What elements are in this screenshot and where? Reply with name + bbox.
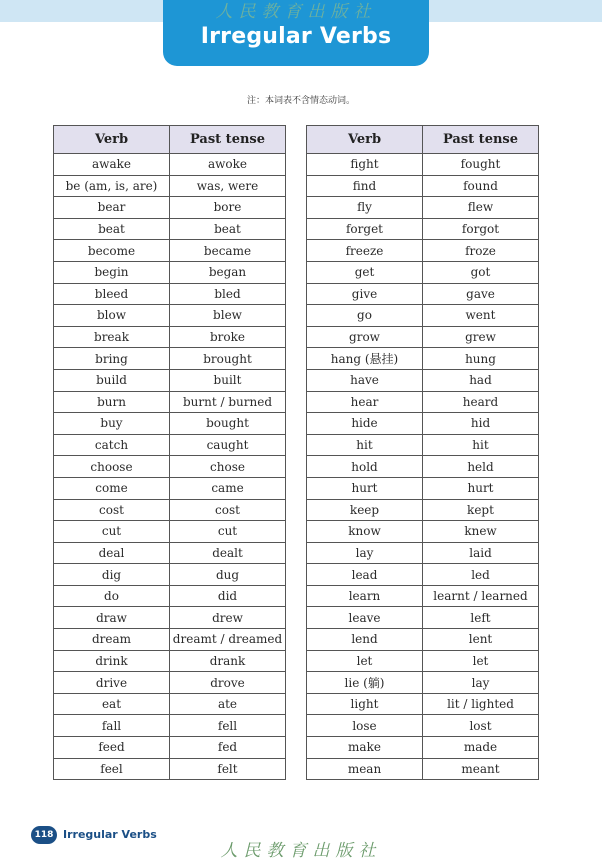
verbs-table-left-body — [54, 154, 286, 780]
past-tense-cell: cut — [170, 521, 286, 543]
past-tense-cell: learnt / learned — [423, 585, 539, 607]
past-tense-cell: lit / lighted — [423, 693, 539, 715]
verb-cell: lend — [307, 629, 423, 651]
verbs-table-left — [53, 125, 286, 780]
verb-cell: bear — [54, 197, 170, 219]
table-row — [54, 607, 286, 629]
past-tense-cell: drew — [170, 607, 286, 629]
verb-cell: lie (躺) — [307, 672, 423, 694]
verb-cell: hurt — [307, 477, 423, 499]
table-row — [307, 261, 539, 283]
verb-cell: become — [54, 240, 170, 262]
past-tense-cell: had — [423, 369, 539, 391]
table-row — [307, 629, 539, 651]
verb-cell: lose — [307, 715, 423, 737]
verb-cell: bleed — [54, 283, 170, 305]
past-tense-cell: fell — [170, 715, 286, 737]
table-row — [54, 521, 286, 543]
table-row — [307, 499, 539, 521]
past-tense-cell: found — [423, 175, 539, 197]
verb-cell: feel — [54, 758, 170, 780]
table-row — [54, 434, 286, 456]
past-tense-cell: drove — [170, 672, 286, 694]
verb-cell: fall — [54, 715, 170, 737]
table-row — [307, 326, 539, 348]
past-tense-cell: dug — [170, 564, 286, 586]
table-row — [307, 758, 539, 780]
table-row — [307, 542, 539, 564]
verb-cell: learn — [307, 585, 423, 607]
verb-cell: come — [54, 477, 170, 499]
verb-cell: fly — [307, 197, 423, 219]
table-row — [54, 672, 286, 694]
past-tense-cell: lay — [423, 672, 539, 694]
table-row — [307, 585, 539, 607]
past-tense-cell: lent — [423, 629, 539, 651]
table-row — [54, 650, 286, 672]
past-tense-cell: lost — [423, 715, 539, 737]
past-tense-cell: kept — [423, 499, 539, 521]
table-row — [54, 348, 286, 370]
table-row — [54, 283, 286, 305]
table-row — [307, 369, 539, 391]
verb-cell: have — [307, 369, 423, 391]
table-row — [307, 240, 539, 262]
table-row — [307, 175, 539, 197]
table-row — [307, 391, 539, 413]
table-row — [307, 218, 539, 240]
table-row — [307, 154, 539, 176]
page-number-badge: 118 — [31, 826, 57, 844]
verb-cell: dig — [54, 564, 170, 586]
table-row — [54, 564, 286, 586]
past-tense-cell: burnt / burned — [170, 391, 286, 413]
past-tense-cell: made — [423, 737, 539, 759]
past-tense-cell: laid — [423, 542, 539, 564]
past-tense-cell: hit — [423, 434, 539, 456]
table-row — [54, 629, 286, 651]
verb-cell: know — [307, 521, 423, 543]
table-row — [307, 521, 539, 543]
verb-cell: do — [54, 585, 170, 607]
table-row — [54, 218, 286, 240]
table-row — [307, 434, 539, 456]
table-row — [307, 456, 539, 478]
column-header-past-tense: Past tense — [423, 126, 539, 154]
publisher-watermark-top: 人民教育出版社 — [215, 2, 377, 22]
verb-cell: mean — [307, 758, 423, 780]
past-tense-cell: held — [423, 456, 539, 478]
verb-cell: buy — [54, 413, 170, 435]
verb-cell: cut — [54, 521, 170, 543]
past-tense-cell: heard — [423, 391, 539, 413]
table-row — [54, 305, 286, 327]
past-tense-cell: began — [170, 261, 286, 283]
verbs-table-right-body — [307, 154, 539, 780]
past-tense-cell: froze — [423, 240, 539, 262]
verb-cell: lay — [307, 542, 423, 564]
past-tense-cell: dealt — [170, 542, 286, 564]
verb-cell: begin — [54, 261, 170, 283]
title-tab — [163, 0, 429, 66]
past-tense-cell: hung — [423, 348, 539, 370]
verb-cell: forget — [307, 218, 423, 240]
verb-cell: hang (悬挂) — [307, 348, 423, 370]
past-tense-cell: knew — [423, 521, 539, 543]
past-tense-cell: flew — [423, 197, 539, 219]
verb-cell: make — [307, 737, 423, 759]
table-row — [307, 413, 539, 435]
past-tense-cell: hid — [423, 413, 539, 435]
table-row — [307, 715, 539, 737]
past-tense-cell: beat — [170, 218, 286, 240]
past-tense-cell: gave — [423, 283, 539, 305]
verb-cell: find — [307, 175, 423, 197]
verb-cell: deal — [54, 542, 170, 564]
verb-cell: leave — [307, 607, 423, 629]
verb-cell: drink — [54, 650, 170, 672]
verb-cell: drive — [54, 672, 170, 694]
past-tense-cell: was, were — [170, 175, 286, 197]
table-row — [307, 564, 539, 586]
verb-cell: feed — [54, 737, 170, 759]
past-tense-cell: cost — [170, 499, 286, 521]
past-tense-cell: bore — [170, 197, 286, 219]
verb-cell: dream — [54, 629, 170, 651]
verb-cell: hold — [307, 456, 423, 478]
table-header-row — [54, 126, 286, 154]
past-tense-cell: fed — [170, 737, 286, 759]
table-row — [307, 737, 539, 759]
table-row — [307, 607, 539, 629]
table-row — [54, 326, 286, 348]
past-tense-cell: built — [170, 369, 286, 391]
past-tense-cell: caught — [170, 434, 286, 456]
table-row — [54, 715, 286, 737]
verb-cell: awake — [54, 154, 170, 176]
table-row — [54, 585, 286, 607]
table-row — [54, 737, 286, 759]
table-row — [54, 693, 286, 715]
table-row — [54, 197, 286, 219]
past-tense-cell: blew — [170, 305, 286, 327]
past-tense-cell: bled — [170, 283, 286, 305]
table-row — [54, 369, 286, 391]
note-text: 注：本词表不含情态动词。 — [246, 96, 355, 106]
table-row — [307, 348, 539, 370]
verb-cell: draw — [54, 607, 170, 629]
verb-cell: get — [307, 261, 423, 283]
table-row — [54, 261, 286, 283]
verb-cell: fight — [307, 154, 423, 176]
table-row — [54, 175, 286, 197]
table-row — [54, 456, 286, 478]
verb-cell: blow — [54, 305, 170, 327]
past-tense-cell: felt — [170, 758, 286, 780]
past-tense-cell: went — [423, 305, 539, 327]
verbs-table-right — [306, 125, 539, 780]
verb-cell: be (am, is, are) — [54, 175, 170, 197]
table-row — [307, 305, 539, 327]
verb-cell: freeze — [307, 240, 423, 262]
table-row — [54, 154, 286, 176]
table-row — [54, 477, 286, 499]
verb-cell: beat — [54, 218, 170, 240]
past-tense-cell: came — [170, 477, 286, 499]
verb-cell: eat — [54, 693, 170, 715]
verb-cell: catch — [54, 434, 170, 456]
table-row — [54, 413, 286, 435]
verb-cell: give — [307, 283, 423, 305]
verb-cell: burn — [54, 391, 170, 413]
column-header-verb: Verb — [307, 126, 423, 154]
past-tense-cell: broke — [170, 326, 286, 348]
verb-cell: build — [54, 369, 170, 391]
verb-cell: hide — [307, 413, 423, 435]
past-tense-cell: became — [170, 240, 286, 262]
past-tense-cell: got — [423, 261, 539, 283]
verb-cell: go — [307, 305, 423, 327]
verb-cell: light — [307, 693, 423, 715]
table-row — [54, 542, 286, 564]
past-tense-cell: ate — [170, 693, 286, 715]
publisher-logo-bottom: 人民教育出版社 — [220, 841, 382, 861]
verb-cell: bring — [54, 348, 170, 370]
past-tense-cell: bought — [170, 413, 286, 435]
table-row — [307, 693, 539, 715]
past-tense-cell: dreamt / dreamed — [170, 629, 286, 651]
verb-cell: grow — [307, 326, 423, 348]
past-tense-cell: let — [423, 650, 539, 672]
past-tense-cell: forgot — [423, 218, 539, 240]
verb-cell: hear — [307, 391, 423, 413]
past-tense-cell: left — [423, 607, 539, 629]
column-header-past-tense: Past tense — [170, 126, 286, 154]
past-tense-cell: grew — [423, 326, 539, 348]
verb-cell: let — [307, 650, 423, 672]
past-tense-cell: hurt — [423, 477, 539, 499]
table-row — [54, 758, 286, 780]
table-row — [54, 391, 286, 413]
table-row — [54, 240, 286, 262]
verb-cell: cost — [54, 499, 170, 521]
table-row — [307, 672, 539, 694]
past-tense-cell: awoke — [170, 154, 286, 176]
verb-cell: hit — [307, 434, 423, 456]
table-header-row — [307, 126, 539, 154]
past-tense-cell: drank — [170, 650, 286, 672]
past-tense-cell: led — [423, 564, 539, 586]
verb-cell: break — [54, 326, 170, 348]
column-header-verb: Verb — [54, 126, 170, 154]
past-tense-cell: fought — [423, 154, 539, 176]
footer-label: Irregular Verbs — [63, 828, 157, 841]
table-row — [54, 499, 286, 521]
past-tense-cell: meant — [423, 758, 539, 780]
page-title: Irregular Verbs — [200, 24, 392, 49]
verb-cell: choose — [54, 456, 170, 478]
verb-cell: lead — [307, 564, 423, 586]
table-row — [307, 283, 539, 305]
table-row — [307, 650, 539, 672]
past-tense-cell: did — [170, 585, 286, 607]
past-tense-cell: brought — [170, 348, 286, 370]
table-row — [307, 197, 539, 219]
table-row — [307, 477, 539, 499]
past-tense-cell: chose — [170, 456, 286, 478]
verb-cell: keep — [307, 499, 423, 521]
